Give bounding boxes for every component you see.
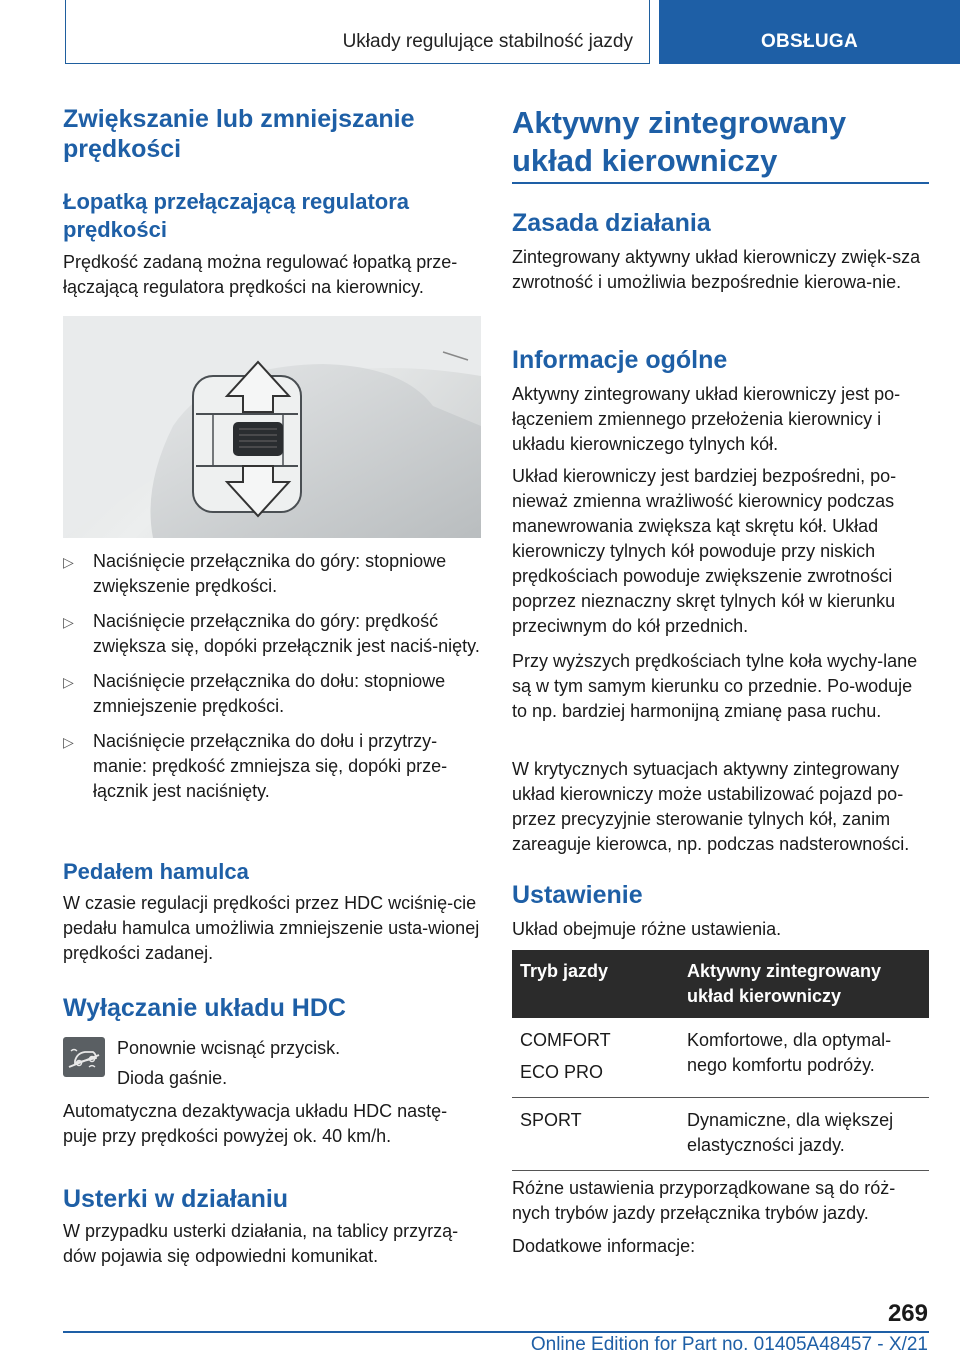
- paragraph-general-4: W krytycznych sytuacjach aktywny zintegrowany układ kierowniczy może ustabilizować pojazd po-przez precyzyjnie sterowanie tylnych kół, zanim zareaguje kierowca, np. podczas nadsterowności.: [512, 759, 910, 854]
- table-cell-mode: SPORT: [512, 1098, 679, 1171]
- triangle-right-outline-icon: ▷: [63, 734, 74, 750]
- heading-speed: Zwiększanie lub zmniejszanie prędkości: [63, 105, 415, 163]
- paragraph-setting: Układ obejmuje różne ustawienia.: [512, 919, 782, 939]
- driving-mode-table: [512, 950, 929, 1171]
- heading-rule: [512, 182, 929, 184]
- paragraph-more-info: Dodatkowe informacje:: [512, 1236, 696, 1256]
- section-title: Układy regulujące stabilność jazdy: [342, 31, 633, 52]
- heading-principle: Zasada działania: [512, 209, 711, 237]
- heading-main: Aktywny zintegrowany układ kierowniczy: [512, 105, 847, 178]
- triangle-right-outline-icon: ▷: [63, 614, 74, 630]
- page-number: 269: [887, 1300, 928, 1327]
- table-cell-desc: Dynamiczne, dla większej elastyczności jazdy.: [679, 1098, 929, 1171]
- bullet-list: [63, 549, 481, 804]
- hill-descent-control-icon: [63, 1037, 105, 1077]
- table-cell-mode: COMFORT ECO PRO: [512, 1018, 679, 1098]
- heading-off: Wyłączanie układu HDC: [63, 994, 346, 1022]
- table-header-steering: Aktywny zintegrowany układ kierowniczy: [679, 950, 929, 1018]
- table-cell-desc: Komfortowe, dla optymal-nego komfortu podróży.: [679, 1018, 929, 1098]
- list-item: ▷ Naciśnięcie przełącznika do góry: stopniowe zwiększenie prędkości.: [63, 551, 447, 596]
- heading-fault: Usterki w działaniu: [63, 1185, 289, 1213]
- chapter-tab: [659, 0, 960, 64]
- table-header-row: [512, 950, 929, 1018]
- heading-brake: Pedałem hamulca: [63, 859, 249, 884]
- paragraph-paddle: Prędkość zadaną można regulować łopatką prze-łączającą regulatora prędkości na kierownicy.: [63, 252, 458, 297]
- paragraph-press: Ponownie wcisnąć przycisk.: [117, 1038, 341, 1058]
- table-row: [512, 1018, 929, 1098]
- header-frame: [65, 0, 650, 64]
- triangle-right-outline-icon: ▷: [63, 554, 74, 570]
- paragraph-brake: W czasie regulacji prędkości przez HDC wciśnię-cie pedału hamulca umożliwia zmniejszenie usta-wionej prędkości zadanej.: [63, 893, 480, 963]
- paragraph-auto: Automatyczna dezaktywacja układu HDC nastę-puje przy prędkości powyżej ok. 40 km/h.: [63, 1101, 448, 1146]
- paragraph-after-table: Różne ustawienia przyporządkowane są do róż-nych trybów jazdy przełącznika trybów jazdy.: [512, 1178, 896, 1223]
- paragraph-general-2: Układ kierowniczy jest bardziej bezpośredni, po-nieważ zmienna wrażliwość kierownicy podczas manewrowania zwiększa kąt skrętu kół. Układ kierowniczy tylnych kół powoduje przy niskich prędkościach powoduje zwiększenie zwrotności poprzez nieznaczny skręt tylnych kół w kierunku przeciwnym do kół przednich.: [512, 466, 897, 636]
- paragraph-general-1: Aktywny zintegrowany układ kierowniczy jest po-łączeniem zmiennego przełożenia kierownicy i układu kierowniczego tylnych kół.: [512, 384, 901, 454]
- footer-rule: [63, 1331, 929, 1333]
- table-header-mode: Tryb jazdy: [512, 950, 679, 1018]
- triangle-right-outline-icon: ▷: [63, 674, 74, 690]
- paragraph-led: Dioda gaśnie.: [117, 1068, 228, 1088]
- list-item: ▷ Naciśnięcie przełącznika do dołu: stopniowe zmniejszenie prędkości.: [63, 671, 446, 716]
- paragraph-fault: W przypadku usterki działania, na tablicy przyrzą-dów pojawia się odpowiedni komunikat.: [63, 1221, 459, 1266]
- heading-setting: Ustawienie: [512, 881, 643, 909]
- heading-general: Informacje ogólne: [512, 346, 728, 374]
- chapter-tab-label: OBSŁUGA: [760, 31, 859, 52]
- paragraph-general-3: Przy wyższych prędkościach tylne koła wychy-lane są w tym samym kierunku co przednie. Po-woduje to np. bardziej harmonijną zmianę pasa ruchu.: [512, 651, 918, 721]
- steering-wheel-photo: [63, 316, 481, 538]
- list-item: ▷ Naciśnięcie przełącznika do dołu i przytrzy-manie: prędkość zmniejsza się, dopóki prze-łącznik jest naciśnięty.: [63, 731, 448, 801]
- heading-paddle: Łopatką przełączającą regulatora prędkości: [63, 189, 410, 242]
- paragraph-principle: Zintegrowany aktywny układ kierowniczy zwięk-sza zwrotność i umożliwia bezpośrednie kierowa-nie.: [512, 247, 921, 292]
- table-row: [512, 1098, 929, 1171]
- footer-edition: Online Edition for Part no. 01405A48457 - X/21: [530, 1334, 928, 1355]
- list-item: ▷ Naciśnięcie przełącznika do góry: prędkość zwiększa się, dopóki przełącznik jest naciś-nięty.: [63, 611, 480, 656]
